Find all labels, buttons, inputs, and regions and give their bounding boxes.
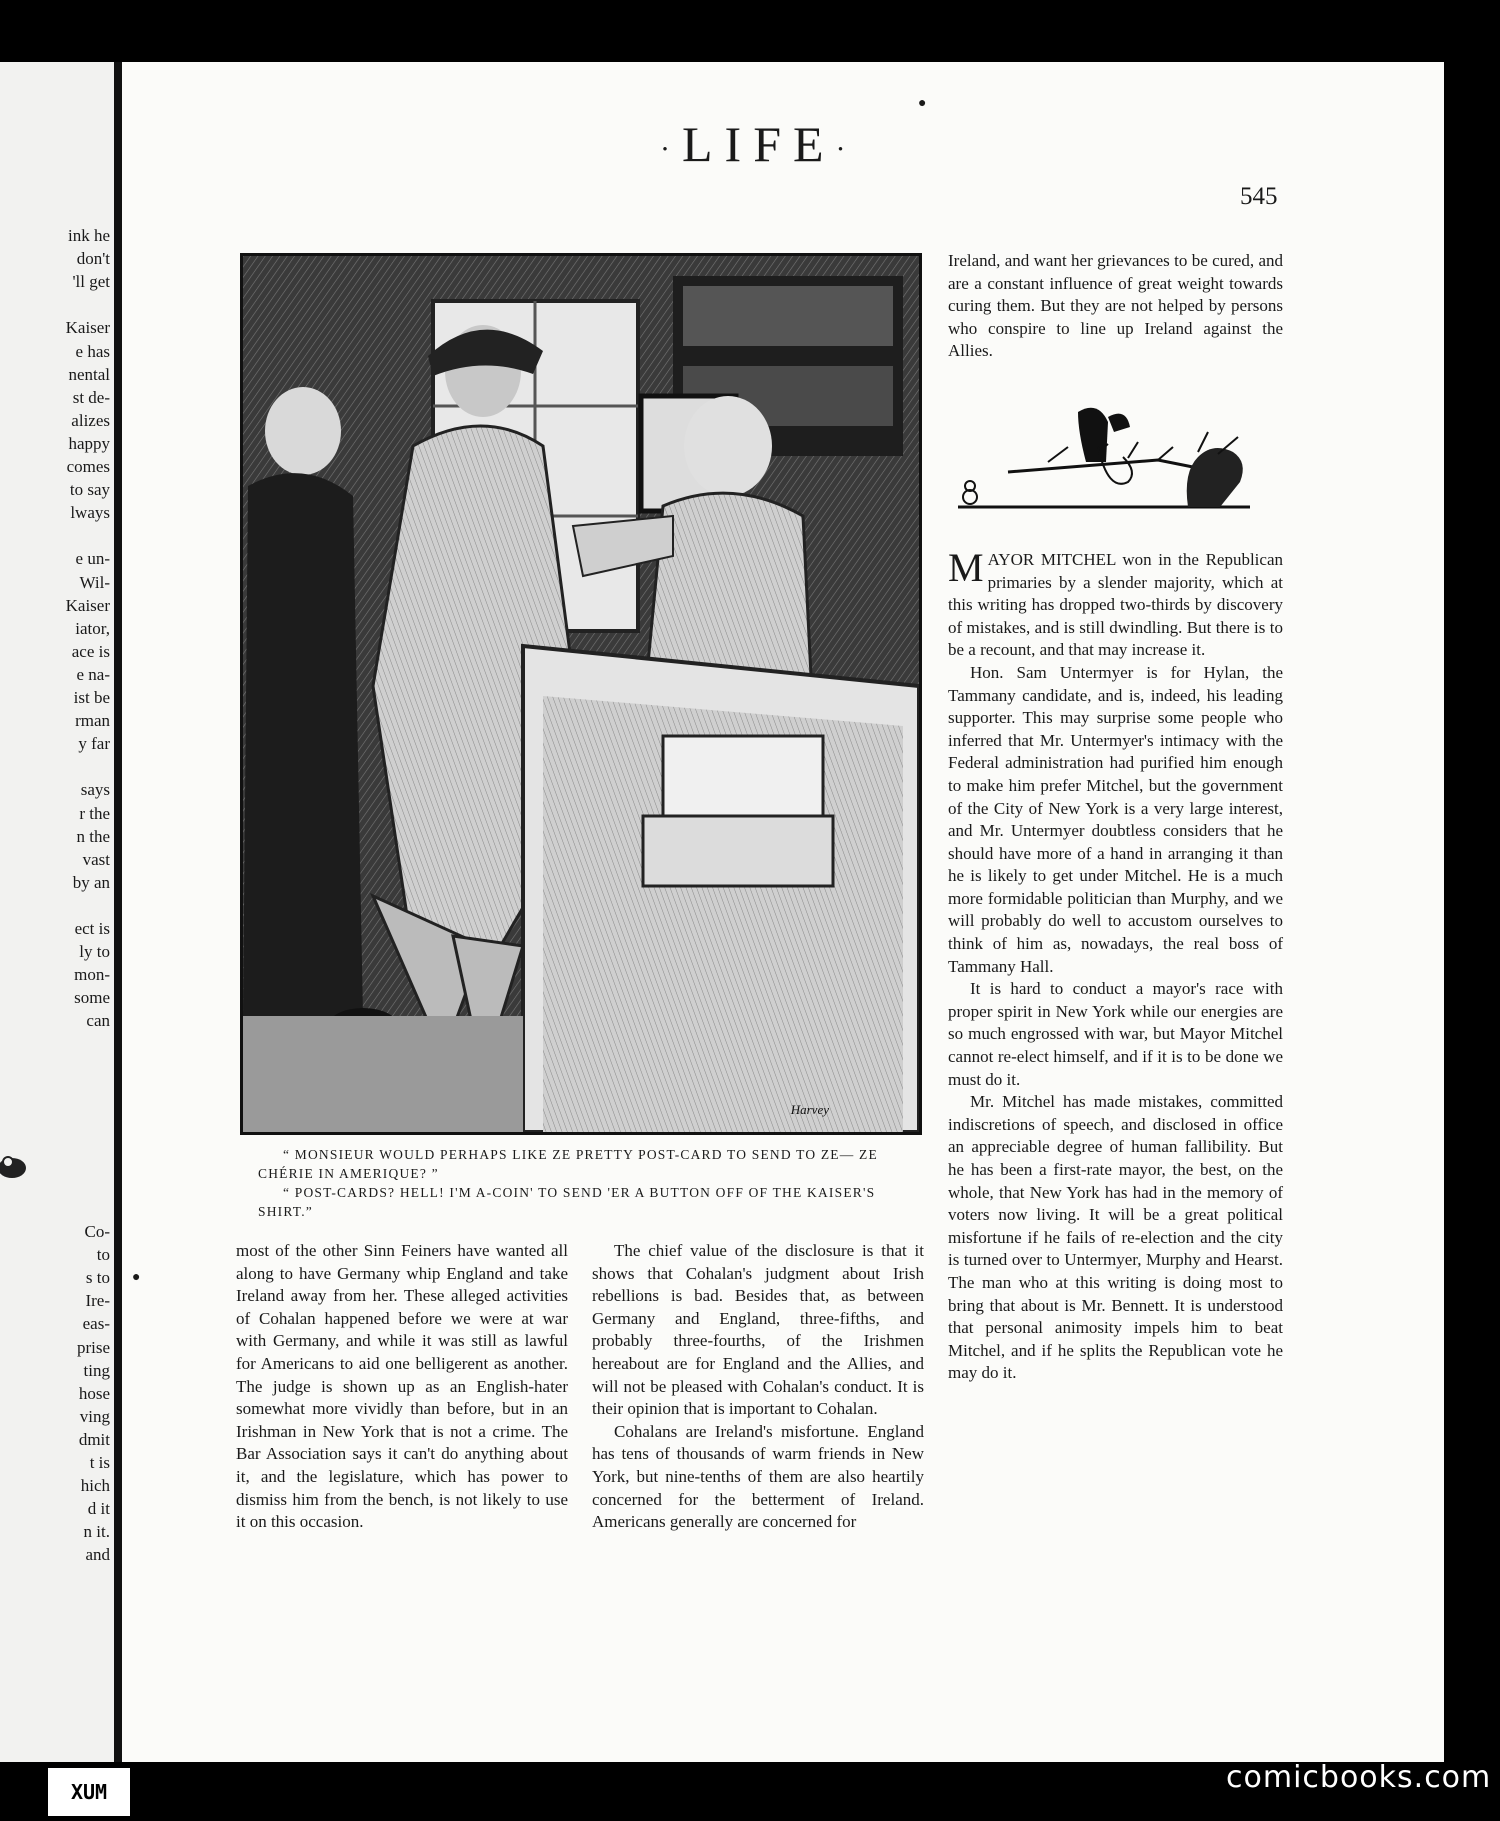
left-page-line: comes <box>66 457 110 476</box>
left-page-line: e has <box>75 341 110 361</box>
article-column-left <box>236 1240 568 1534</box>
column-c-paragraph-3: It is hard to conduct a mayor's race with proper spirit in New York while our energies are so much engrossed with war, but Mayor Mitchel cannot re-elect himself, and if it is to be done we must do it. <box>948 979 1283 1089</box>
left-page-line: ist be <box>73 688 110 707</box>
scan-mark: ● <box>132 1270 141 1285</box>
page-number: 545 <box>1240 183 1278 210</box>
left-page-line: rman <box>75 711 110 731</box>
left-facing-page <box>0 62 114 1762</box>
left-page-line: ace is <box>71 641 110 661</box>
drop-cap: M <box>948 544 984 590</box>
left-page-line: n it. <box>83 1522 110 1542</box>
left-page-line: lways <box>70 503 110 523</box>
column-c-paragraph-2: Hon. Sam Untermyer is for Hylan, the Tammany candidate, and is, indeed, his leading supporter. This may surprise some people who inferred that Mr. Untermyer's intimacy with the Federal administration had purified him enough to make him prefer Mitchel, but the government of the City of New York is a very large interest, and Mr. Untermyer doubtless considers that he should have more of a hand in arranging it than he is likely to get under Mitchel. He is a much more formidable politician than Murphy, and we will probably do well to accustom ourselves to think of him as, nowadays, the real boss of Tammany Hall. <box>948 662 1283 976</box>
scan-mark: ● <box>918 96 927 111</box>
left-page-line: ving <box>79 1406 110 1426</box>
left-page-line: y far <box>78 734 110 754</box>
left-page-line: d it <box>87 1499 110 1519</box>
column-c-top-paragraph: Ireland, and want her grievances to be cured, and are a constant influence of great weight towards curing them. But they are not helped by persons who conspire to line up Ireland against the Allies. <box>948 251 1283 361</box>
bird-branch-ornament-icon <box>958 402 1258 512</box>
left-page-line: nental <box>68 364 110 384</box>
left-page-line: s to <box>85 1268 110 1288</box>
masthead-title: ·LIFE· <box>660 116 858 172</box>
left-page-line: 'll get <box>72 272 110 292</box>
left-page-line: happy <box>68 433 110 453</box>
left-page-line: Kaiser <box>65 595 110 615</box>
column-b-paragraph-1: The chief value of the disclosure is that it shows that Cohalan's judgment about Irish rebellions is bad. Besides that, as between Germany and England, three-fifths, and probably three-fourths, of the Irishmen hereabout are for England and the Allies, and will not be pleased with Cohalan's conduct. It is their opinion that is important to Cohalan. <box>592 1241 924 1419</box>
left-page-line: st de- <box>72 387 110 407</box>
left-page-line: mon- <box>74 965 110 985</box>
left-page-line: Wil- <box>79 572 110 592</box>
left-page-line: can <box>86 1011 110 1031</box>
caption-line-1: “ MONSIEUR WOULD PERHAPS LIKE ZE PRETTY POST-CARD TO SEND TO ZE— ZE CHÉRIE IN AMERIQUE? ” <box>258 1147 878 1181</box>
illustration-caption <box>258 1145 908 1221</box>
left-page-line: some <box>74 988 110 1008</box>
left-page-line: ink he <box>67 226 110 245</box>
left-page-line: dmit <box>78 1429 110 1449</box>
left-page-line: Ire- <box>85 1291 110 1311</box>
left-page-line: n the <box>76 826 110 846</box>
left-page-line: vast <box>82 849 110 869</box>
illustration-signature: Harvey <box>790 1102 829 1117</box>
article-column-middle <box>592 1240 924 1534</box>
left-page-line: prise <box>76 1337 110 1357</box>
left-page-line: iator, <box>75 618 110 638</box>
left-page-line: eas- <box>82 1314 110 1334</box>
left-page-line: alizes <box>71 410 110 430</box>
left-page-line: to <box>96 1245 110 1265</box>
left-page-line: t is <box>89 1453 110 1472</box>
scan-tag: XUM <box>48 1768 130 1816</box>
left-page-line: and <box>85 1545 110 1565</box>
left-page-line: ting <box>83 1360 110 1380</box>
left-page-line: e un- <box>75 549 110 569</box>
left-page-line: r the <box>79 803 110 823</box>
caption-line-2: “ POST-CARDS? HELL! I'M A-COIN' TO SEND 'ER A BUTTON OFF OF THE KAISER'S SHIRT.” <box>258 1185 876 1219</box>
watermark: comicbooks.com <box>1226 1760 1492 1795</box>
left-page-line: by an <box>72 872 110 892</box>
left-page-line: ly to <box>79 942 110 962</box>
left-page-line: hose <box>78 1383 110 1403</box>
column-c-paragraph-4: Mr. Mitchel has made mistakes, committed indiscretions of speech, and disclosed in office an appreciable degree of human fallibility. But he has been a first-rate mayor, the best, on the whole, that New York has had in the memory of voters now living. It will be a great political misfortune if he fails of re-election and the city is turned over to Untermyer, Murphy and Hearst. The man who at this writing is doing most to bring that about is Mr. Bennett. It is understood that personal animosity impels him to beat Mitchel, and if he splits the Republican vote he may do it. <box>948 1092 1283 1383</box>
column-a-paragraph-1: most of the other Sinn Feiners have wanted all along to have Germany whip England and take Ireland away from her. These alleged activities of Cohalan happened before we were at war with Germany, and while it was still as lawful for Americans to aid one belligerent as another. The judge is shown up as an English-hater somewhat more vividly than before, but in an Irishman in New York that is not a crime. The Bar Association says it can't do anything about it, and the legislature, which has power to dismiss him from the bench, is not likely to use it on this occasion. <box>236 1241 568 1532</box>
left-page-line: ect is <box>74 919 110 938</box>
column-c-first-paragraph-text: AYOR MITCHEL won in the Republican primaries by a slender majority, which at this writing has dropped two-thirds by discovery of mistakes, and is still dwindling. But there is to be a recount, and that may increase it. <box>948 549 1283 660</box>
left-page-line: hich <box>80 1476 110 1496</box>
column-c-first-paragraph <box>948 544 1283 662</box>
column-b-paragraph-2: Cohalans are Ireland's misfortune. England has tens of thousands of warm friends in New York, but nine-tenths of them are also heartily concerned for the betterment of Ireland. Americans generally are concerned for <box>592 1421 924 1532</box>
left-page-line: says <box>80 780 110 800</box>
left-page-line: don't <box>76 249 110 269</box>
left-page-line: Kaiser <box>65 318 110 338</box>
left-page-line: to say <box>69 480 110 500</box>
left-page-line: e na- <box>76 664 110 684</box>
left-page-line: Co- <box>84 1222 110 1241</box>
soldier-shopkeeper-illustration <box>240 253 922 1135</box>
page-gutter <box>114 62 122 1762</box>
left-page-ornament <box>0 1150 40 1186</box>
